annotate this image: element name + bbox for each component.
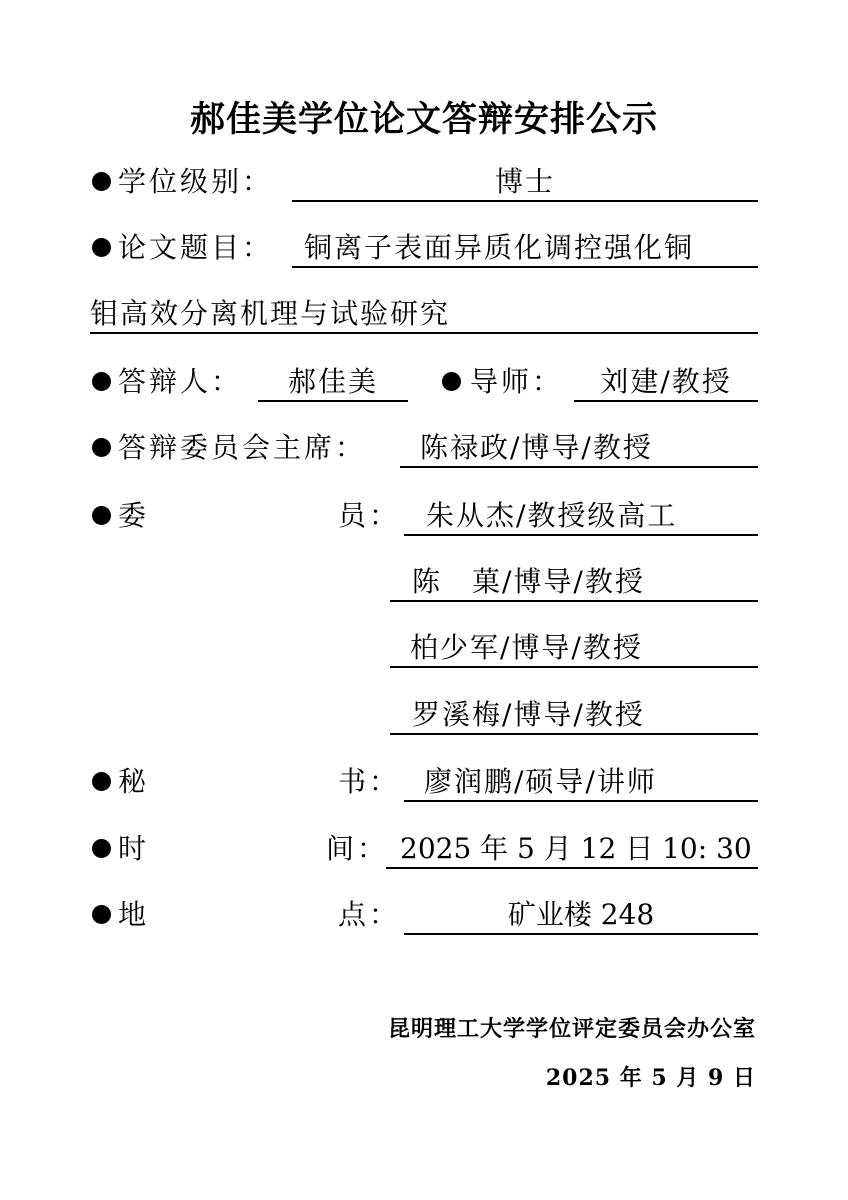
member-1: 朱从杰/教授级高工 — [404, 498, 758, 536]
time-label-b: 间： — [326, 832, 389, 865]
member-4: 罗溪梅/博导/教授 — [390, 697, 758, 735]
secretary-label-b: 书： — [338, 765, 401, 798]
issuing-office: 昆明理工大学学位评定委员会办公室 — [387, 1016, 756, 1042]
member-3: 柏少军/博导/教授 — [390, 630, 758, 668]
candidate-value: 郝佳美 — [258, 364, 408, 402]
bullet-icon — [92, 772, 111, 791]
time-label-a: 时 — [118, 832, 150, 865]
place-label-b: 点： — [338, 898, 401, 931]
thesis-title-line2: 钼高效分离机理与试验研究 — [90, 296, 758, 334]
place-value: 矿业楼 248 — [404, 897, 758, 935]
place-label-a: 地 — [118, 898, 150, 931]
bullet-icon — [92, 238, 111, 257]
thesis-title-line1: 铜离子表面异质化调控强化铜 — [292, 230, 758, 268]
bullet-icon — [92, 172, 111, 191]
bullet-icon — [92, 438, 111, 457]
advisor-value: 刘建/教授 — [574, 364, 758, 402]
degree-value: 博士 — [292, 164, 758, 202]
members-label-b: 员： — [338, 499, 401, 532]
thesis-label: 论文题目： — [118, 231, 274, 264]
issue-date: 2025 年 5 月 9 日 — [545, 1065, 756, 1091]
chair-label: 答辩委员会主席： — [118, 431, 367, 464]
member-2: 陈 菓/博导/教授 — [390, 564, 758, 602]
secretary-label-a: 秘 — [118, 765, 150, 798]
secretary-value: 廖润鹏/硕导/讲师 — [404, 764, 758, 802]
bullet-icon — [92, 839, 111, 858]
bullet-icon — [92, 905, 111, 924]
members-label-a: 委 — [118, 499, 150, 532]
advisor-label: 导师： — [470, 365, 564, 398]
bullet-icon — [92, 372, 111, 391]
page-title: 郝佳美学位论文答辩安排公示 — [189, 99, 658, 140]
bullet-icon — [92, 506, 111, 525]
time-value: 2025 年 5 月 12 日 10: 30 — [386, 831, 758, 869]
chair-value: 陈禄政/博导/教授 — [400, 430, 758, 468]
degree-label: 学位级别： — [118, 165, 274, 198]
bullet-icon — [442, 372, 461, 391]
candidate-label: 答辩人： — [118, 365, 243, 398]
